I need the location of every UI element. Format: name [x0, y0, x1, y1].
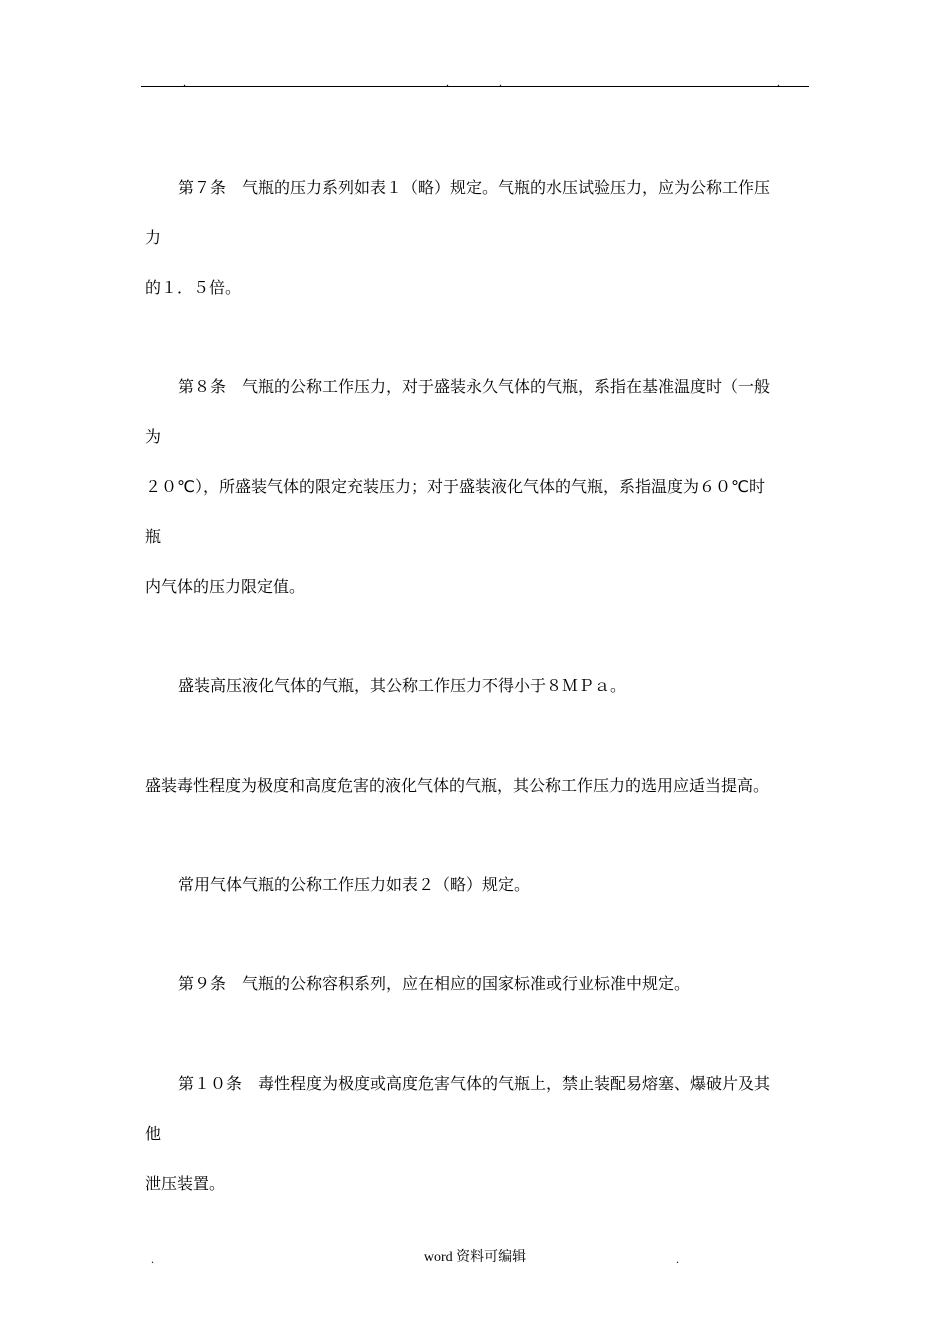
- article-9: 第９条 气瓶的公称容积系列，应在相应的国家标准或行业标准中规定。: [178, 974, 691, 993]
- paragraph-high-pressure: 盛装高压液化气体的气瓶，其公称工作压力不得小于８ＭＰａ。: [178, 676, 627, 695]
- header-dot-2: .: [446, 75, 449, 89]
- article-8-line-2: 为: [145, 427, 162, 446]
- article-10-line-1: 第１０条 毒性程度为极度或高度危害气体的气瓶上，禁止装配易熔塞、爆破片及其: [178, 1074, 771, 1093]
- article-7-line-3: 的１．５倍。: [145, 278, 242, 297]
- article-8-line-1: 第８条 气瓶的公称工作压力，对于盛装永久气体的气瓶，系指在基准温度时（一般: [178, 377, 771, 396]
- paragraph-common-gas: 常用气体气瓶的公称工作压力如表２（略）规定。: [178, 875, 531, 894]
- header-dot-3: .: [499, 75, 502, 89]
- article-10-line-2: 他: [145, 1124, 162, 1143]
- footer-text: word 资料可编辑: [423, 1250, 527, 1265]
- article-8-line-5: 内气体的压力限定值。: [145, 577, 306, 596]
- footer-dot-right: .: [676, 1252, 679, 1266]
- footer-dot-left: .: [151, 1252, 154, 1266]
- header-dot-4: .: [777, 75, 780, 89]
- article-7-line-2: 力: [145, 228, 162, 247]
- paragraph-toxic-gas: 盛装毒性程度为极度和高度危害的液化气体的气瓶，其公称工作压力的选用应适当提高。: [145, 776, 770, 795]
- article-10-line-3: 泄压装置。: [145, 1174, 226, 1193]
- article-8-line-3: ２０℃），所盛装气体的限定充装压力；对于盛装液化气体的气瓶，系指温度为６０℃时: [145, 477, 765, 496]
- header-dot-1: .: [183, 75, 186, 89]
- article-7-line-1: 第７条 气瓶的压力系列如表１（略）规定。气瓶的水压试验压力，应为公称工作压: [178, 178, 771, 197]
- article-8-line-4: 瓶: [145, 527, 162, 546]
- header-rule: [141, 86, 809, 87]
